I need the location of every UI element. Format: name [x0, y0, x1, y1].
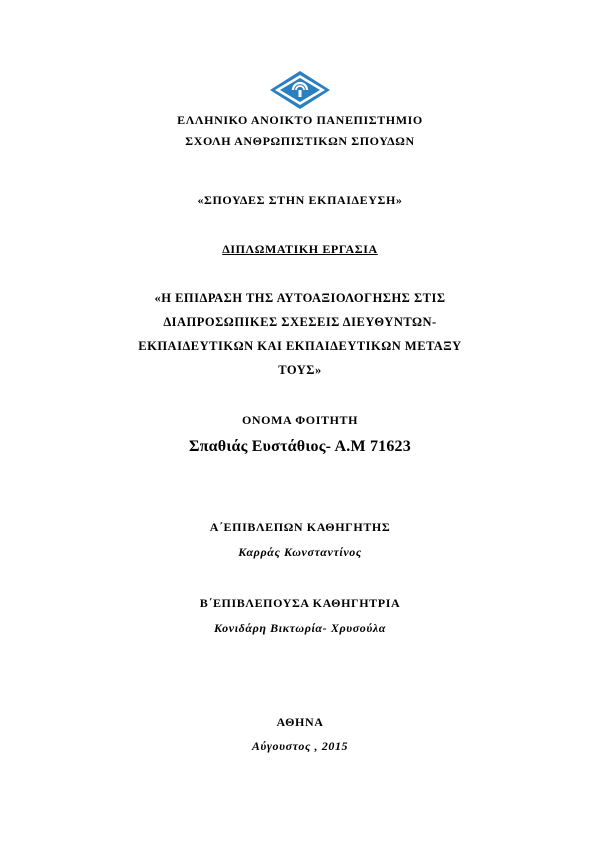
- supervisor-a-label: Α΄ΕΠΙΒΛΕΠΩΝ ΚΑΘΗΓΗΤΗΣ: [209, 520, 391, 534]
- program-name: «ΣΠΟΥΔΕΣ ΣΤΗΝ ΕΚΠΑΙΔΕΥΣΗ»: [197, 193, 403, 207]
- thesis-title-line-1: «Η ΕΠΙΔΡΑΣΗ ΤΗΣ ΑΥΤΟΑΞΙΟΛΟΓΗΣΗΣ ΣΤΙΣ: [154, 291, 446, 305]
- student-name: Σπαθιάς Ευστάθιος- Α.Μ 71623: [189, 438, 411, 455]
- date: Αύγουστος , 2015: [251, 739, 349, 753]
- thesis-title-line-2: ΔΙΑΠΡΟΣΩΠΙΚΕΣ ΣΧΕΣΕΙΣ ΔΙΕΥΘΥΝΤΩΝ-: [163, 315, 437, 329]
- supervisor-a-name: Καρράς Κωνσταντίνος: [238, 545, 362, 559]
- student-label: ΟΝΟΜΑ ΦΟΙΤΗΤΗ: [241, 413, 359, 427]
- supervisor-b-name: Κονιδάρη Βικτωρία- Χρυσούλα: [213, 621, 387, 635]
- university-name: ΕΛΛΗΝΙΚΟ ΑΝΟΙΚΤΟ ΠΑΝΕΠΙΣΤΗΜΙΟ: [177, 113, 423, 127]
- school-name: ΣΧΟΛΗ ΑΝΘΡΩΠΙΣΤΙΚΩΝ ΣΠΟΥΔΩΝ: [185, 134, 415, 148]
- thesis-title-line-4: ΤΟΥΣ»: [278, 363, 322, 377]
- supervisor-b-label: Β΄ΕΠΙΒΛΕΠΟΥΣΑ ΚΑΘΗΓΗΤΡΙΑ: [199, 596, 401, 610]
- university-logo-icon: [269, 70, 331, 110]
- city: ΑΘΗΝΑ: [276, 715, 324, 729]
- document-type: ΔΙΠΛΩΜΑΤΙΚΗ ΕΡΓΑΣΙΑ: [222, 242, 378, 256]
- thesis-title-line-3: ΕΚΠΑΙΔΕΥΤΙΚΩΝ ΚΑΙ ΕΚΠΑΙΔΕΥΤΙΚΩΝ ΜΕΤΑΞΥ: [138, 339, 462, 353]
